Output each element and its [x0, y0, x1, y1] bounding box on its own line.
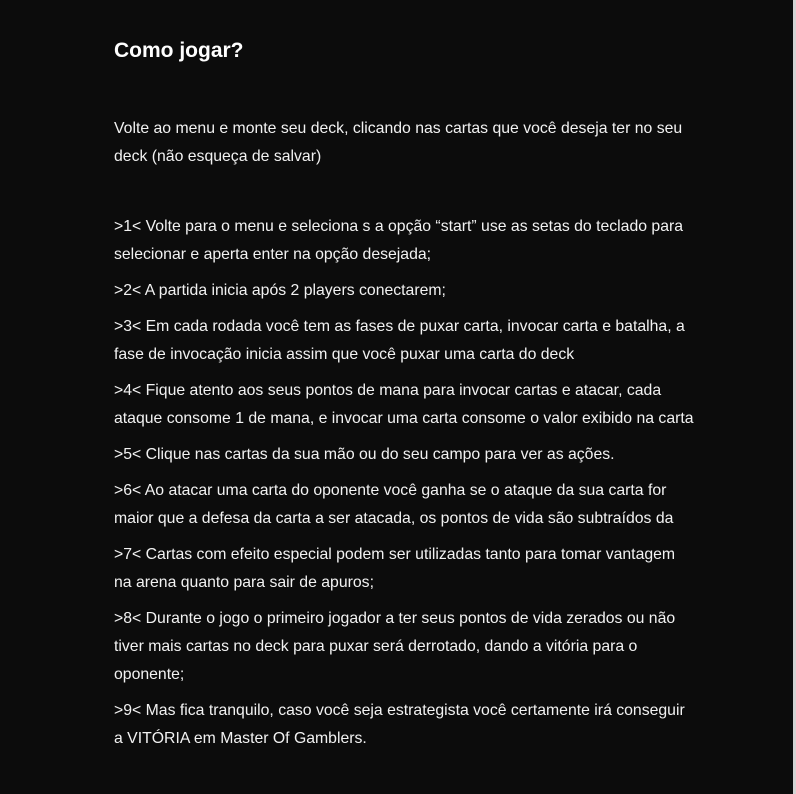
step-6: >6< Ao atacar uma carta do oponente você ganha se o ataque da sua carta for maior que a defesa da carta a ser atacada, os pontos de vida são subtraídos da: [114, 482, 674, 527]
intro-paragraph: Volte ao menu e monte seu deck, clicando nas cartas que você deseja ter no seu deck (não esqueça de salvar): [114, 120, 683, 165]
step-8: >8< Durante o jogo o primeiro jogador a ter seus pontos de vida zerados ou não tiver mais cartas no deck para puxar será derrotado, dando a vitória para o oponente;: [114, 610, 676, 683]
step-3: >3< Em cada rodada você tem as fases de puxar carta, invocar carta e batalha, a fase de invocação inicia assim que você puxar uma carta do deck: [114, 318, 685, 363]
step-1: >1< Volte para o menu e seleciona s a opção “start” use as setas do teclado para selecionar e aperta enter na opção desejada;: [114, 218, 684, 263]
step-9: >9< Mas fica tranquilo, caso você seja estrategista você certamente irá conseguir a VITÓRIA em Master Of Gamblers.: [114, 702, 685, 747]
step-2: >2< A partida inicia após 2 players conectarem;: [114, 282, 446, 299]
step-4: >4< Fique atento aos seus pontos de mana para invocar cartas e atacar, cada ataque consome 1 de mana, e invocar uma carta consome o valor exibido na carta: [114, 382, 694, 427]
step-7: >7< Cartas com efeito especial podem ser utilizadas tanto para tomar vantagem na arena quanto para sair de apuros;: [114, 546, 676, 591]
step-5: >5< Clique nas cartas da sua mão ou do seu campo para ver as ações.: [114, 446, 615, 463]
steps-list: [114, 213, 694, 761]
page-title: Como jogar?: [114, 39, 244, 62]
